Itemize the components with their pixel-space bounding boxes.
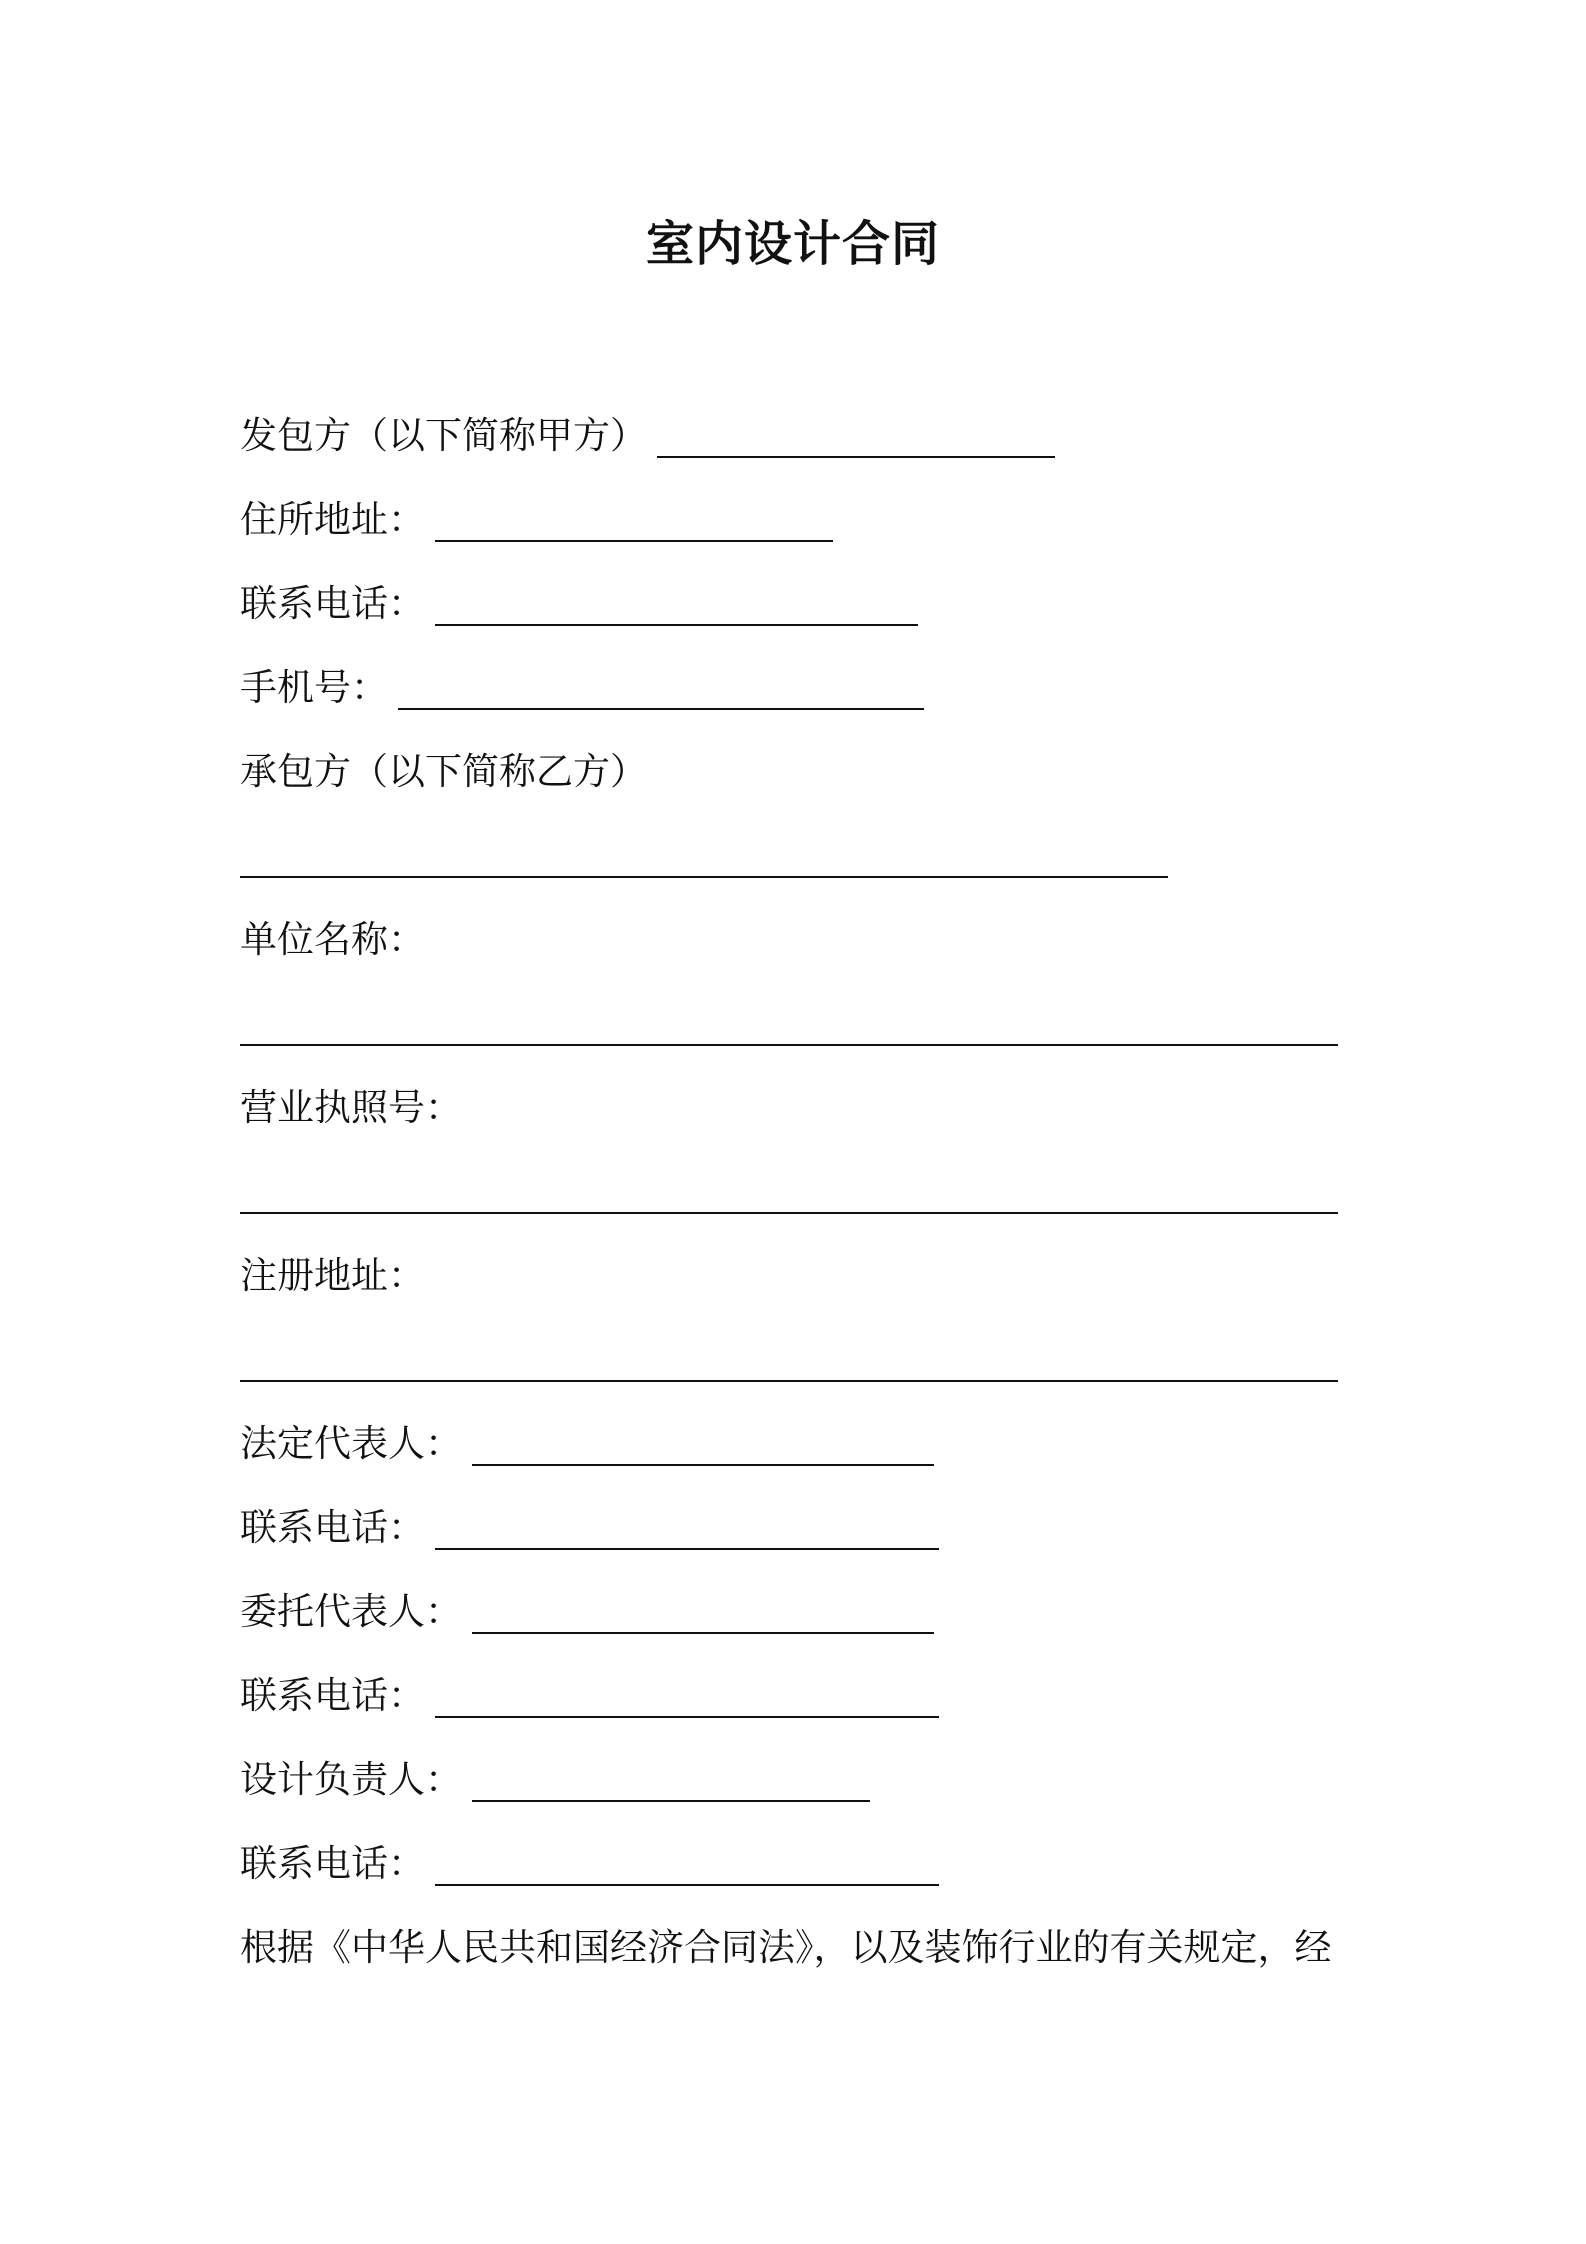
field-label: 单位名称：: [240, 918, 425, 961]
field-phone: [240, 578, 918, 630]
field-mobile: [240, 662, 924, 714]
fill-blank[interactable]: [435, 502, 833, 542]
fill-blank-company-name[interactable]: [240, 1044, 1338, 1046]
field-address: [240, 494, 833, 546]
fill-blank[interactable]: [657, 418, 1055, 458]
field-label: 手机号：: [240, 666, 388, 709]
field-label: 联系电话：: [240, 582, 425, 625]
field-label: 发包方（以下简称甲方）: [240, 414, 647, 457]
field-employer: [240, 410, 1055, 462]
field-phone-agent: [240, 1670, 939, 1722]
field-legal-representative: [240, 1418, 934, 1470]
fill-blank[interactable]: [472, 1426, 934, 1466]
field-label: 联系电话：: [240, 1506, 425, 1549]
field-label: 联系电话：: [240, 1674, 425, 1717]
fill-blank-contractor[interactable]: [240, 876, 1168, 878]
contract-preamble: 根据《中华人民共和国经济合同法》，以及装饰行业的有关规定，经: [240, 1926, 1332, 1969]
field-label: 住所地址：: [240, 498, 425, 541]
field-label: 注册地址：: [240, 1254, 425, 1297]
fill-blank[interactable]: [472, 1594, 934, 1634]
fill-blank[interactable]: [398, 670, 924, 710]
field-company-name: [240, 914, 425, 966]
fill-blank[interactable]: [435, 586, 918, 626]
document-title: 室内设计合同: [645, 216, 940, 272]
field-label: 委托代表人：: [240, 1590, 462, 1633]
fill-blank-registered-address[interactable]: [240, 1380, 1338, 1382]
field-contractor: [240, 746, 647, 798]
field-registered-address: [240, 1250, 425, 1302]
field-authorized-agent: [240, 1586, 934, 1638]
field-phone-legal: [240, 1502, 939, 1554]
field-license-number: [240, 1082, 462, 1134]
field-label: 营业执照号：: [240, 1086, 462, 1129]
fill-blank[interactable]: [435, 1846, 939, 1886]
field-label: 法定代表人：: [240, 1422, 462, 1465]
field-phone-design-lead: [240, 1838, 939, 1890]
fill-blank[interactable]: [435, 1678, 939, 1718]
field-label: 联系电话：: [240, 1842, 425, 1885]
field-label: 承包方（以下简称乙方）: [240, 750, 647, 793]
field-design-lead: [240, 1754, 870, 1806]
fill-blank[interactable]: [472, 1762, 870, 1802]
fill-blank[interactable]: [435, 1510, 939, 1550]
field-label: 设计负责人：: [240, 1758, 462, 1801]
fill-blank-license-number[interactable]: [240, 1212, 1338, 1214]
